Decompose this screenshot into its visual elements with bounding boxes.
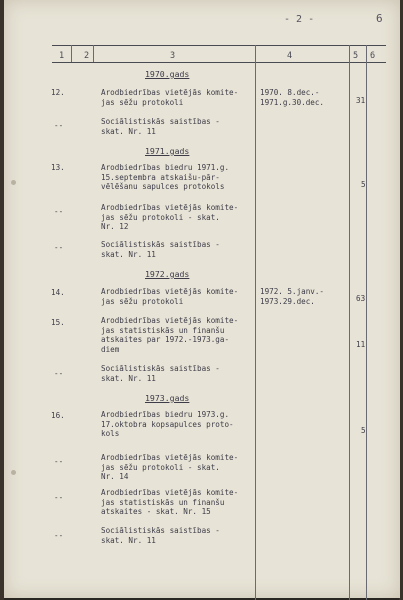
entry-number: --	[54, 493, 64, 502]
year-heading-1973: 1973.gads	[145, 393, 190, 403]
entry-number: 16.	[51, 411, 65, 420]
entry-number: 14.	[51, 288, 65, 297]
entry-description: Arodbiedrības vietējās komite- jas sēžu protokoli	[101, 88, 239, 107]
column-header-1: 1	[59, 51, 65, 61]
column-header-6: 6	[370, 51, 376, 61]
year-heading-1971: 1971.gads	[145, 146, 190, 156]
column-header-2: 2	[84, 51, 90, 61]
entry-description: Arodbiedrības vietējās komite- jas statistiskās un finanšu atskaites par 1972.-1973.ga- diem	[101, 316, 239, 354]
entry-description: Arodbiedrības vietējās komite- jas sēžu protokoli	[101, 287, 239, 306]
column-header-3: 3	[170, 51, 176, 61]
entry-count: 5	[361, 426, 366, 435]
corner-number: 6	[376, 12, 383, 25]
entry-description: Arodbiedrības vietējās komite- jas sēžu protokoli - skat. Nr. 12	[101, 203, 239, 232]
entry-dates: 1970. 8.dec.- 1971.g.30.dec.	[260, 88, 325, 107]
column-header-5: 5	[353, 51, 359, 61]
page-marker: - 2 -	[284, 14, 315, 25]
entry-description: Arodbiedrības vietējās komite- jas statistiskās un finanšu atskaites - skat. Nr. 15	[101, 488, 239, 517]
punch-hole	[11, 470, 16, 475]
document-page	[4, 0, 400, 598]
year-heading-1970: 1970.gads	[145, 69, 190, 79]
column-divider	[255, 45, 256, 600]
column-header-4: 4	[287, 51, 293, 61]
entry-number: --	[54, 369, 64, 378]
entry-number: --	[54, 243, 64, 252]
year-heading-1972: 1972.gads	[145, 269, 190, 279]
entry-number: --	[54, 207, 64, 216]
column-divider	[93, 45, 94, 62]
entry-number: --	[54, 531, 64, 540]
entry-description: Sociālistiskās saistības - skat. Nr. 11	[101, 526, 220, 545]
entry-number: 12.	[51, 88, 65, 97]
entry-count: 63	[356, 294, 366, 303]
entry-number: --	[54, 457, 64, 466]
entry-number: --	[54, 121, 64, 130]
table-top-rule	[52, 45, 386, 46]
column-divider	[349, 45, 350, 600]
entry-description: Sociālistiskās saistības - skat. Nr. 11	[101, 117, 220, 136]
punch-hole	[11, 180, 16, 185]
entry-description: Sociālistiskās saistības - skat. Nr. 11	[101, 240, 220, 259]
column-divider	[366, 45, 367, 600]
entry-description: Arodbiedrības biedru 1973.g. 17.oktobra kopsapulces proto- kols	[101, 410, 234, 439]
table-header-rule	[52, 62, 386, 63]
entry-description: Arodbiedrības vietējās komite- jas sēžu protokoli - skat. Nr. 14	[101, 453, 239, 482]
entry-number: 13.	[51, 163, 65, 172]
entry-count: 11	[356, 340, 366, 349]
column-divider	[71, 45, 72, 62]
entry-description: Sociālistiskās saistības - skat. Nr. 11	[101, 364, 220, 383]
entry-count: 31	[356, 96, 366, 105]
entry-description: Arodbiedrības biedru 1971.g. 15.septembra atskaišu-pār- vēlēšanu sapulces protokols	[101, 163, 230, 192]
entry-dates: 1972. 5.janv.- 1973.29.dec.	[260, 287, 325, 306]
entry-count: 5	[361, 180, 366, 189]
entry-number: 15.	[51, 318, 65, 327]
